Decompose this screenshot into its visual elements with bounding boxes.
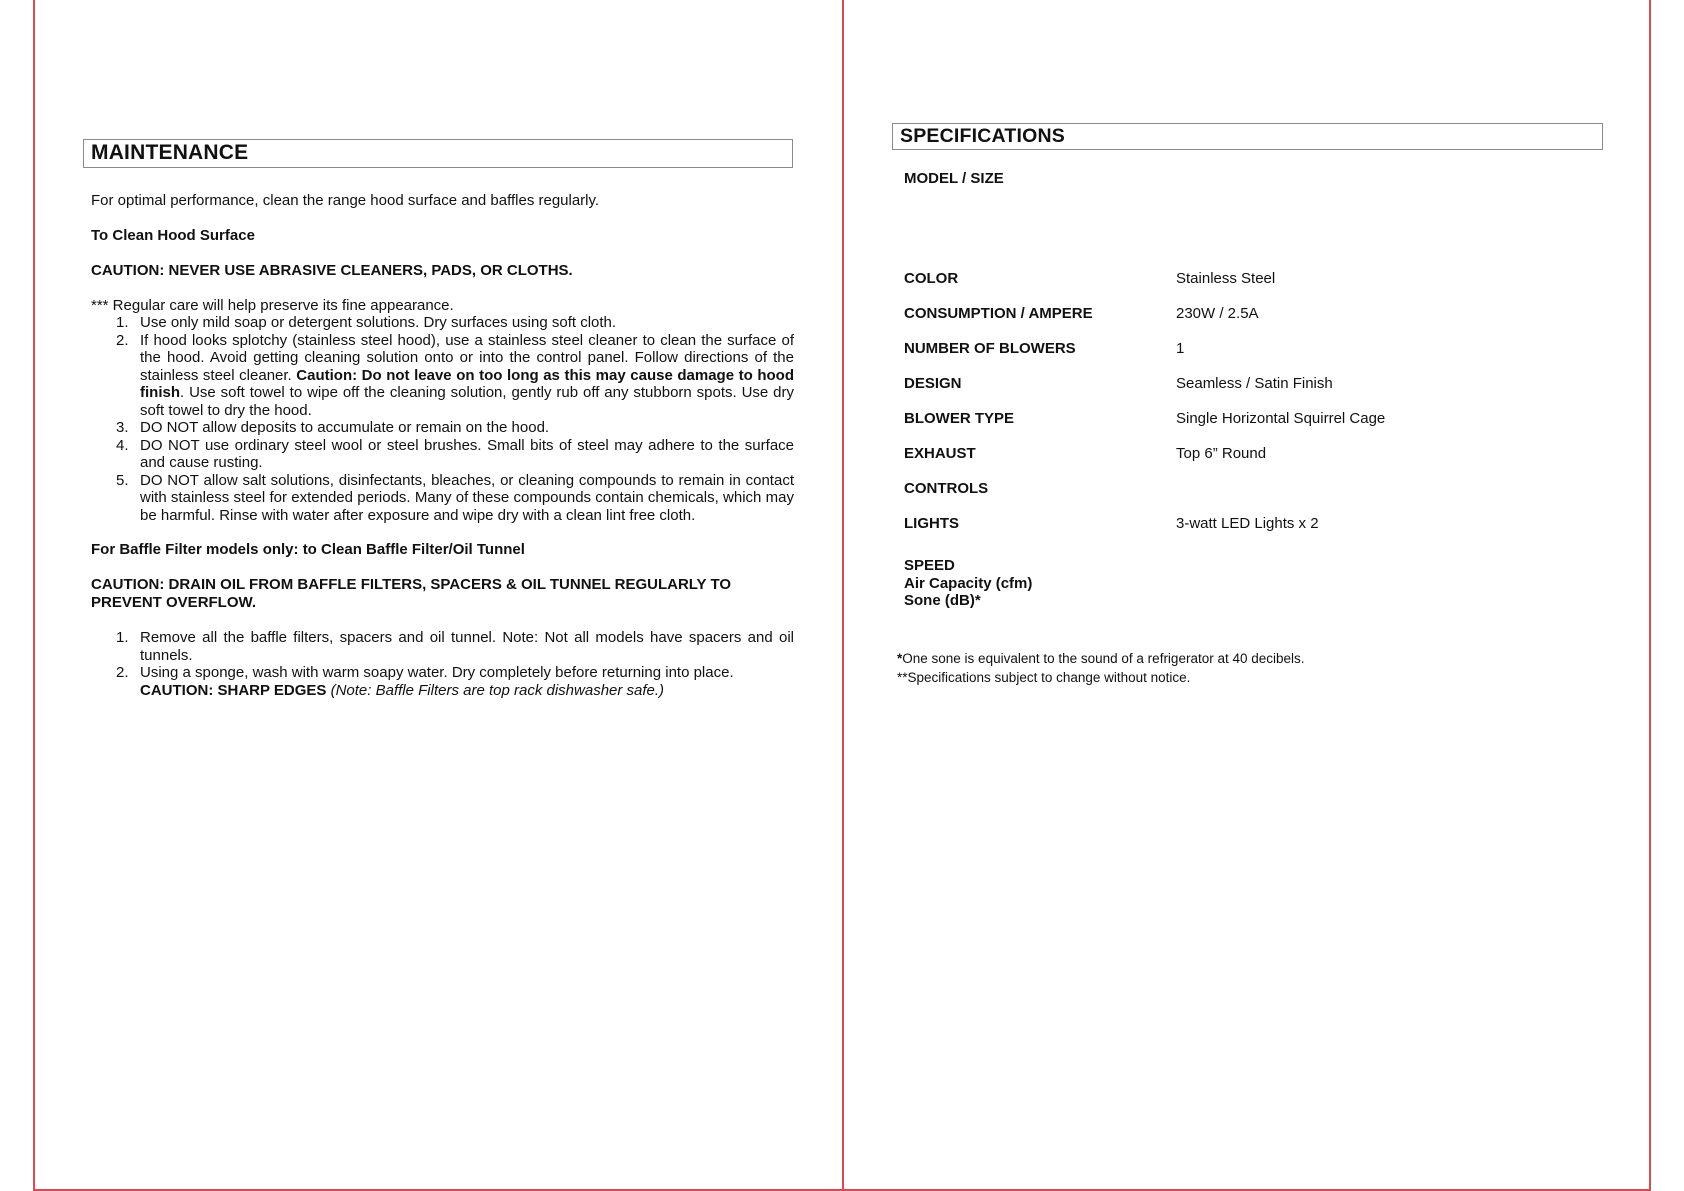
- model-size-label: MODEL / SIZE: [904, 170, 1004, 187]
- spec-value-color: Stainless Steel: [1176, 270, 1276, 287]
- dishwasher-note: (Note: Baffle Filters are top rack dishwasher safe.): [326, 681, 665, 699]
- spec-value-blowers: 1: [1176, 340, 1185, 357]
- step-text: DO NOT use ordinary steel wool or steel brushes. Small bits of steel may adhere to the surface and cause rusting.: [140, 436, 794, 471]
- spec-value-exhaust: Top 6” Round: [1176, 445, 1267, 462]
- spec-label-controls: CONTROLS: [904, 480, 989, 497]
- spec-label-consumption: CONSUMPTION / AMPERE: [904, 305, 1093, 322]
- caution-drain-line2: PREVENT OVERFLOW.: [91, 594, 257, 611]
- spec-label-blower-type: BLOWER TYPE: [904, 410, 1015, 427]
- list-item: [91, 437, 794, 472]
- spec-label-color: COLOR: [904, 270, 959, 287]
- maintenance-header: MAINTENANCE: [83, 139, 793, 168]
- step-number: 5.: [116, 471, 129, 489]
- step-number: 1.: [116, 629, 129, 646]
- maintenance-page: [34, 0, 842, 1191]
- footnote-sone-text: One sone is equivalent to the sound of a refrigerator at 40 decibels.: [902, 651, 1305, 666]
- speed-label: SPEED: [904, 557, 955, 574]
- regular-care-note: *** Regular care will help preserve its fine appearance.: [91, 297, 454, 314]
- spec-value-blower-type: Single Horizontal Squirrel Cage: [1176, 410, 1386, 427]
- caution-sharp-edges: CAUTION: SHARP EDGES: [140, 681, 327, 699]
- step-text: DO NOT allow deposits to accumulate or remain on the hood.: [140, 419, 550, 436]
- step-text: Using a sponge, wash with warm soapy water. Dry completely before returning into place.: [140, 664, 734, 681]
- air-capacity-label: Air Capacity (cfm): [904, 575, 1033, 592]
- list-item: [91, 472, 794, 525]
- spec-value-lights: 3-watt LED Lights x 2: [1176, 515, 1319, 532]
- step-number: 3.: [116, 419, 129, 436]
- list-item: [91, 332, 794, 420]
- specifications-header: SPECIFICATIONS: [892, 123, 1603, 150]
- footnote-specs: **Specifications subject to change without notice.: [897, 670, 1191, 685]
- list-item: [91, 629, 794, 664]
- step-number: 4.: [116, 436, 129, 454]
- list-item: [91, 419, 794, 437]
- spec-value-consumption: 230W / 2.5A: [1176, 305, 1259, 322]
- step-number: 1.: [116, 314, 129, 331]
- step-text-cont: . Use soft towel to wipe off the cleaning solution, gently rub off any stubborn spots. Use dry soft towel to dry the hood.: [140, 384, 794, 419]
- hood-cleaning-steps: [91, 314, 794, 524]
- step-text: DO NOT allow salt solutions, disinfectants, bleaches, or cleaning compounds to remain in contact with stainless steel for extended periods. Many of these compounds contain chemicals, which may be harmful. Rinse with water after exposure and wipe dry with a clean lint free cloth.: [140, 471, 794, 524]
- baffle-heading: For Baffle Filter models only: to Clean Baffle Filter/Oil Tunnel: [91, 541, 525, 558]
- caution-drain-line1: CAUTION: DRAIN OIL FROM BAFFLE FILTERS, SPACERS & OIL TUNNEL REGULARLY TO: [91, 576, 732, 593]
- spec-label-blowers: NUMBER OF BLOWERS: [904, 340, 1076, 357]
- specifications-page: [843, 0, 1650, 1191]
- step-number: 2.: [116, 331, 129, 349]
- footnote-sone: [897, 651, 1305, 666]
- spec-label-exhaust: EXHAUST: [904, 445, 976, 462]
- footnote-star: *: [897, 651, 903, 666]
- baffle-cleaning-steps: [91, 629, 794, 699]
- maintenance-intro: For optimal performance, clean the range hood surface and baffles regularly.: [91, 192, 600, 209]
- sone-label: Sone (dB)*: [904, 592, 981, 609]
- spec-value-design: Seamless / Satin Finish: [1176, 375, 1333, 392]
- step-text: Use only mild soap or detergent solutions. Dry surfaces using soft cloth.: [140, 314, 617, 331]
- step-text: If hood looks splotchy (stainless steel hood), use a stainless steel cleaner to clean the surface of the hood. Avoid getting cleaning solution onto or into the control panel. Follow directions of the stainless steel cleaner.: [140, 331, 794, 384]
- caution-abrasive: CAUTION: NEVER USE ABRASIVE CLEANERS, PADS, OR CLOTHS.: [91, 262, 573, 279]
- list-item: [91, 314, 794, 332]
- hood-surface-heading: To Clean Hood Surface: [91, 227, 255, 244]
- step-number: 2.: [116, 664, 129, 681]
- list-item: [91, 664, 794, 699]
- spec-label-lights: LIGHTS: [904, 515, 959, 532]
- step-text: Remove all the baffle filters, spacers and oil tunnel. Note: Not all models have spacers and oil tunnels.: [140, 629, 794, 664]
- caution-finish: Caution: Do not leave on too long as this may cause damage to hood finish: [140, 366, 794, 401]
- spec-label-design: DESIGN: [904, 375, 962, 392]
